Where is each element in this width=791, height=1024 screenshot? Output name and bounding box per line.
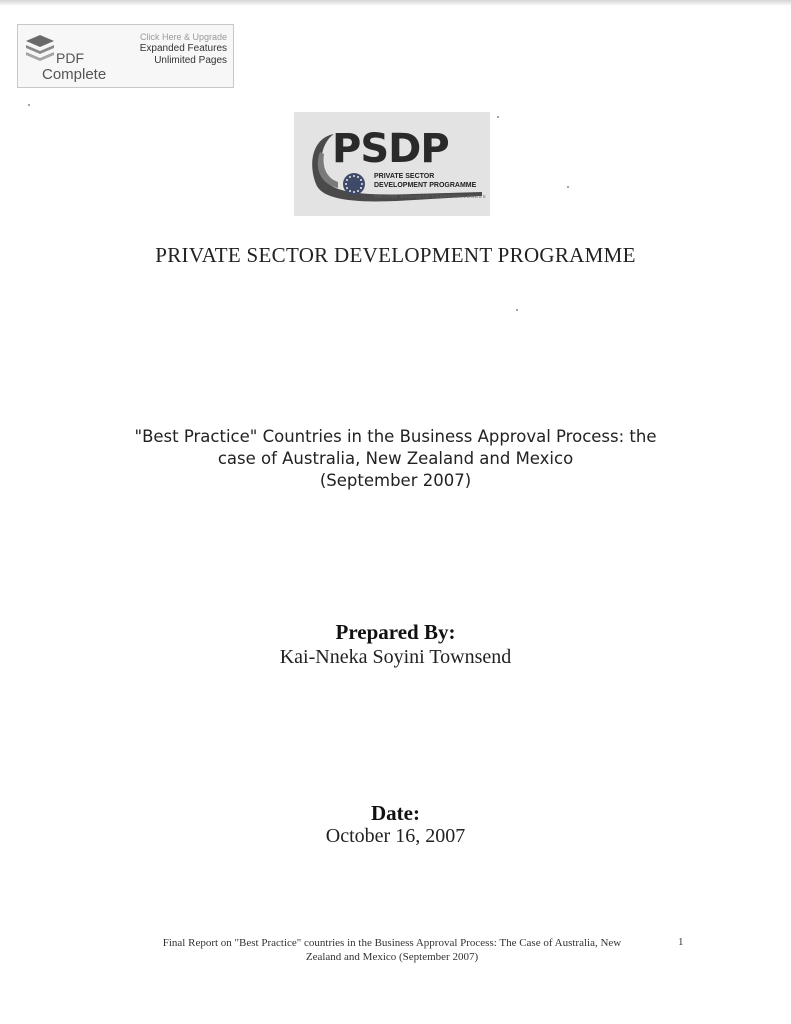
scan-speck <box>516 309 518 311</box>
psdp-logo-tagline: DRIVING BUSINESS COMPETITIVENESS <box>374 194 487 199</box>
pdf-layers-icon <box>24 33 56 63</box>
footer-line: Final Report on "Best Practice" countries in the Business Approval Process: The Case of Australia, New <box>162 937 622 949</box>
psdp-logo <box>294 112 490 216</box>
page-footer <box>112 936 672 964</box>
unlimited-pages-text: Unlimited Pages <box>154 55 227 66</box>
expanded-features-text: Expanded Features <box>139 43 227 54</box>
author-name: Kai-Nneka Soyini Townsend <box>279 646 512 668</box>
prepared-by-label: Prepared By: <box>335 620 456 644</box>
page-number: 1 <box>678 936 684 948</box>
upgrade-link[interactable]: Click Here & Upgrade <box>139 32 227 42</box>
psdp-logo-line1: PRIVATE SECTOR <box>374 173 435 180</box>
upgrade-text-block <box>140 31 227 67</box>
date-value: October 16, 2007 <box>325 825 466 847</box>
report-title <box>100 426 691 492</box>
pdf-brand-text: PDF <box>56 50 84 66</box>
report-title-line: "Best Practice" Countries in the Business Approval Process: the <box>134 427 657 446</box>
scan-speck <box>567 186 569 188</box>
scan-speck <box>28 104 30 106</box>
date-label: Date: <box>371 801 420 825</box>
organization-title: PRIVATE SECTOR DEVELOPMENT PROGRAMME <box>155 243 636 267</box>
scan-speck <box>497 116 499 118</box>
pdf-complete-text: Complete <box>42 66 107 83</box>
psdp-logo-wordmark: PSDP <box>332 126 449 172</box>
report-title-line: case of Australia, New Zealand and Mexico <box>217 449 574 468</box>
psdp-logo-line2: DEVELOPMENT PROGRAMME <box>374 182 477 189</box>
report-title-line: (September 2007) <box>319 471 472 490</box>
pdf-complete-upgrade-banner[interactable] <box>17 24 234 88</box>
footer-line: Zealand and Mexico (September 2007) <box>305 951 479 963</box>
scan-edge <box>0 0 791 6</box>
